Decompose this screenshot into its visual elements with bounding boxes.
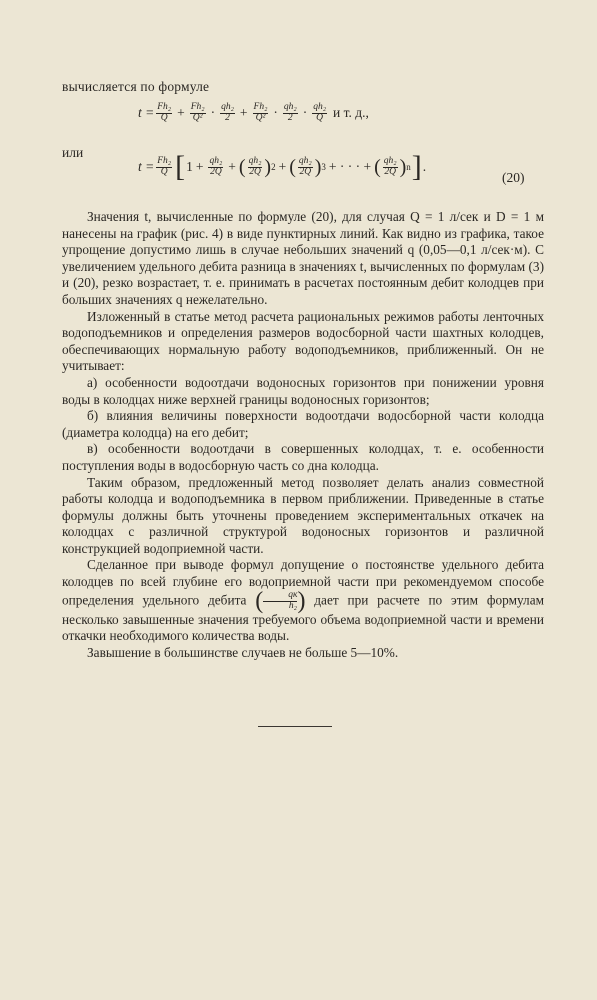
list-item: а) особенности водоотдачи водоносных горизонтов при понижении уровня воды в колодцах ниже верхней границы водоносных горизонтов;	[62, 374, 544, 407]
formula-lhs: t =	[138, 105, 155, 121]
fraction: $\frac{\text{qh₂}}{2}$	[283, 102, 297, 123]
or-word: или	[62, 145, 84, 160]
list-item: б) влияния величины поверхности водоотдачи водосборной части колодца (диаметра колодца) на его дебит;	[62, 408, 544, 440]
fraction: $\frac{\text{Fh₂}}{\text{Q²}}$	[190, 102, 205, 123]
divider	[258, 726, 332, 727]
formula-20: t = $\frac{\text{Fh₂}}{Q}$ [ 1 + $\frac{\text{qh₂}}{2Q}$ + ( $\frac{\text{qh₂}}{2Q}$ ) 2 + ( $\frac{\text{qh₂}}{2Q}$ ) 3 + · · · + ( $\frac{\text{qh₂}}{2Q}$ ) n ] .	[138, 150, 427, 183]
paragraph: Сделанное при выводе формул допущение о постоянстве удельного дебита колодцев по всей глубине его водоприемной части при рекомендуемом способе определения удельного дебита ( $\frac{qк}{\text{h₂}}$ ) дает при расчете по этим формулам несколько завышенные значения требуемого объема водоприемной части и времени откачки необходимого количества воды.	[62, 557, 545, 644]
paragraph: Изложенный в статье метод расчета рациональных режимов работы ленточных водоподъемников и определения размеров водосборной части шахтных колодцев, обеспечивающих нормальную работу водоподъемников, приближенный. Он не учитывает:	[62, 308, 544, 374]
formula-tail: и т. д.,	[333, 105, 369, 121]
equation-number: (20)	[502, 170, 525, 185]
fraction: $\frac{qк}{\text{h₂}}$	[263, 591, 297, 612]
intro-text: вычисляется по формуле	[62, 79, 210, 94]
list-item: в) особенности водоотдачи в совершенных колодцах, т. е. особенности поступления воды в водосборную часть со дна колодца.	[62, 441, 544, 473]
formula-lhs: t =	[138, 159, 155, 174]
fraction: $\frac{\text{Fh₂}}{\text{Q²}}$	[253, 102, 268, 123]
fraction: $\frac{\text{qh₂}}{Q}$	[313, 102, 327, 123]
fraction: $\frac{\text{Fh₂}}{Q}$	[157, 155, 172, 177]
paragraph: Значения t, вычисленные по формуле (20), для случая Q = 1 л/сек и D = 1 м нанесены на график (рис. 4) в виде пунктирных линий. Как видно из графика, такое упрощение допустимо лишь в случае небольших значений q (0,05—0,1 л/сек·м). С увеличением удельного дебита разница в значениях t, вычисленных по формулам (3) и (20), резко возрастает, т. е. принимать в расчетах постоянным дебит колодцев при больших значениях q нежелательно.	[62, 209, 544, 307]
body-text	[62, 209, 544, 661]
fraction: $\frac{\text{Fh₂}}{Q}$	[157, 102, 172, 123]
fraction: $\frac{\text{qh₂}}{2}$	[221, 102, 234, 123]
fraction: $\frac{\text{qh₂}}{2Q}$	[298, 155, 312, 177]
formula-expanded: t = $\frac{\text{Fh₂}}{Q}$ + $\frac{\text{Fh₂}}{\text{Q²}}$ · $\frac{\text{qh₂}}{2}$ + $\frac{\text{Fh₂}}{\text{Q²}}$ · $\frac{\text{qh₂}}{2}$ · $\frac{\text{qh₂}}{Q}$ и т. д.,	[138, 102, 369, 123]
paragraph: Завышение в большинстве случаев не больше 5—10%.	[87, 644, 399, 660]
fraction: $\frac{\text{qh₂}}{2Q}$	[209, 155, 223, 177]
fraction: $\frac{\text{qh₂}}{2Q}$	[383, 155, 397, 177]
fraction: $\frac{\text{qh₂}}{2Q}$	[248, 155, 262, 177]
paragraph: Таким образом, предложенный метод позволяет делать анализ совместной работы колодца и водоподъемника в первом приближении. Приведенные в статье формулы должны быть уточнены проведением экспериментальных откачек на колодцах с различной структурой водоносных горизонтов и различной конструкцией водоприемной части.	[62, 474, 544, 556]
